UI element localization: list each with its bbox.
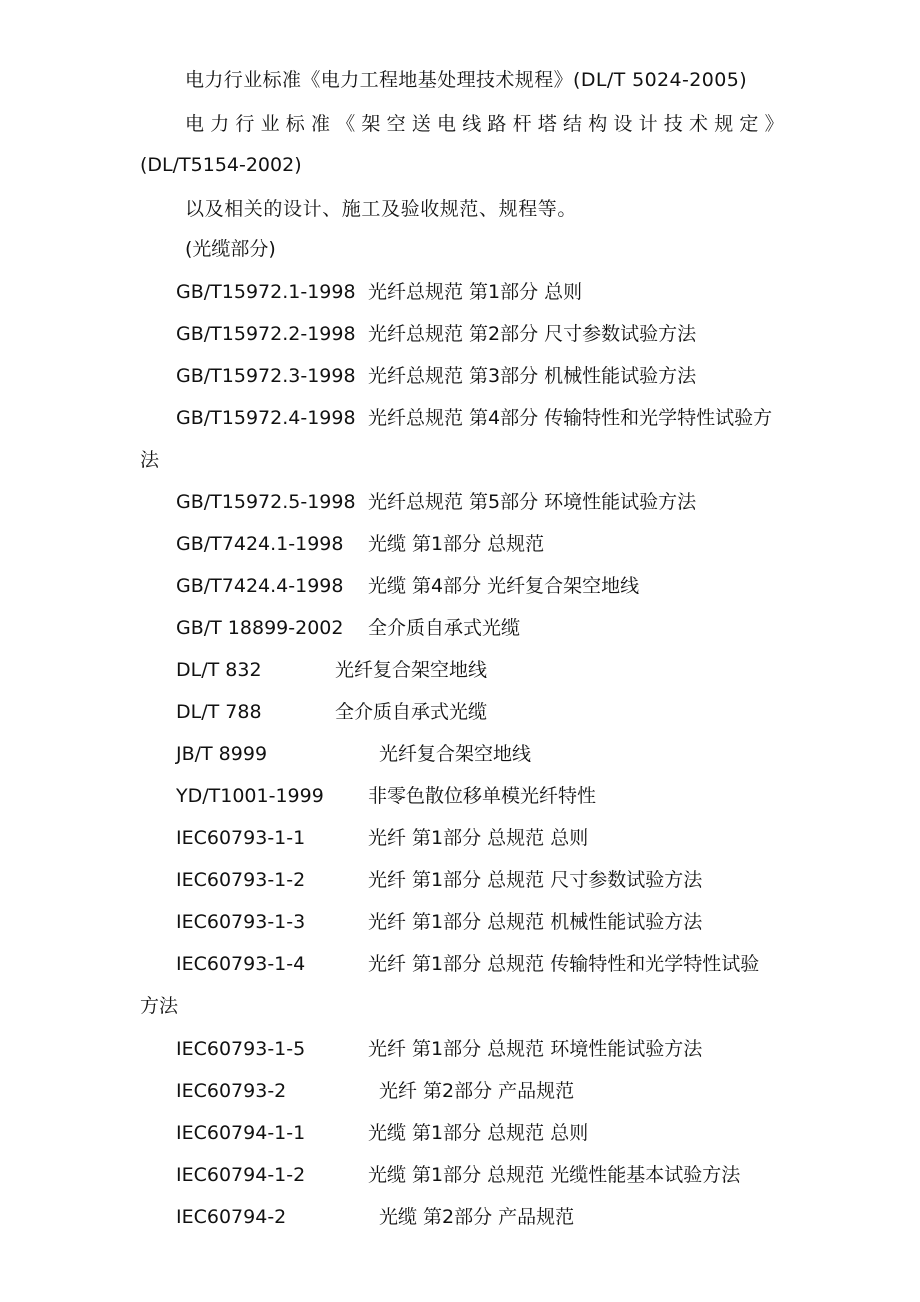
ref-desc: 光纤总规范 第4部分 传输特性和光学特性试验方 [368,407,773,429]
ref-code: GB/T15972.4-1998 [176,407,356,429]
ref-desc: 光纤 第1部分 总规范 环境性能试验方法 [368,1038,703,1060]
ref-code: GB/T 18899-2002 [176,617,344,639]
ref-code: IEC60793-1-3 [176,911,306,933]
ref-desc: 光缆 第1部分 总规范 [368,533,545,555]
ref-desc: 全介质自承式光缆 [335,701,488,723]
ref-code: IEC60794-1-2 [176,1164,306,1186]
ref-desc: 光缆 第2部分 产品规范 [379,1206,575,1228]
section-heading-optical-cable: (光缆部分) [185,238,276,260]
ref-desc: 光缆 第4部分 光纤复合架空地线 [368,575,640,597]
ref-desc: 光纤 第2部分 产品规范 [379,1080,575,1102]
ref-desc: 光纤复合架空地线 [335,659,488,681]
ref-desc: 光缆 第1部分 总规范 总则 [368,1122,589,1144]
ref-desc: 光纤总规范 第3部分 机械性能试验方法 [368,365,697,387]
ref-code: IEC60793-1-1 [176,827,306,849]
paragraph-related-specs: 以及相关的设计、施工及验收规范、规程等。 [185,198,578,220]
ref-desc: 全介质自承式光缆 [368,617,521,639]
ref-code: GB/T7424.1-1998 [176,533,344,555]
ref-desc-continuation: 方法 [140,995,179,1017]
ref-desc: 光纤总规范 第2部分 尺寸参数试验方法 [368,323,697,345]
ref-desc: 光纤 第1部分 总规范 机械性能试验方法 [368,911,703,933]
ref-desc: 光缆 第1部分 总规范 光缆性能基本试验方法 [368,1164,741,1186]
ref-desc: 非零色散位移单模光纤特性 [368,785,597,807]
ref-code: JB/T 8999 [176,743,268,765]
ref-code: IEC60793-2 [176,1080,287,1102]
ref-code: GB/T15972.2-1998 [176,323,356,345]
ref-code: IEC60793-1-5 [176,1038,306,1060]
ref-desc-continuation: 法 [140,449,160,471]
ref-desc: 光纤复合架空地线 [379,743,532,765]
ref-code: IEC60794-1-1 [176,1122,306,1144]
ref-code: IEC60794-2 [176,1206,287,1228]
ref-desc: 光纤 第1部分 总规范 总则 [368,827,589,849]
paragraph-standard-dl5154-code: (DL/T5154-2002) [140,154,302,176]
ref-code: IEC60793-1-2 [176,869,306,891]
ref-code: IEC60793-1-4 [176,953,306,975]
ref-desc: 光纤 第1部分 总规范 传输特性和光学特性试验 [368,953,760,975]
ref-desc: 光纤 第1部分 总规范 尺寸参数试验方法 [368,869,703,891]
ref-code: GB/T15972.1-1998 [176,281,356,303]
ref-desc: 光纤总规范 第1部分 总则 [368,281,583,303]
ref-code: DL/T 832 [176,659,262,681]
ref-code: GB/T15972.3-1998 [176,365,356,387]
ref-code: YD/T1001-1999 [176,785,324,807]
ref-desc: 光纤总规范 第5部分 环境性能试验方法 [368,491,697,513]
paragraph-standard-dl5154-title: 电力行业标准《架空送电线路杆塔结构设计技术规定》 [185,113,790,135]
ref-code: GB/T15972.5-1998 [176,491,356,513]
ref-code: DL/T 788 [176,701,262,723]
ref-code: GB/T7424.4-1998 [176,575,344,597]
paragraph-standard-dl5024: 电力行业标准《电力工程地基处理技术规程》(DL/T 5024-2005) [185,69,748,91]
